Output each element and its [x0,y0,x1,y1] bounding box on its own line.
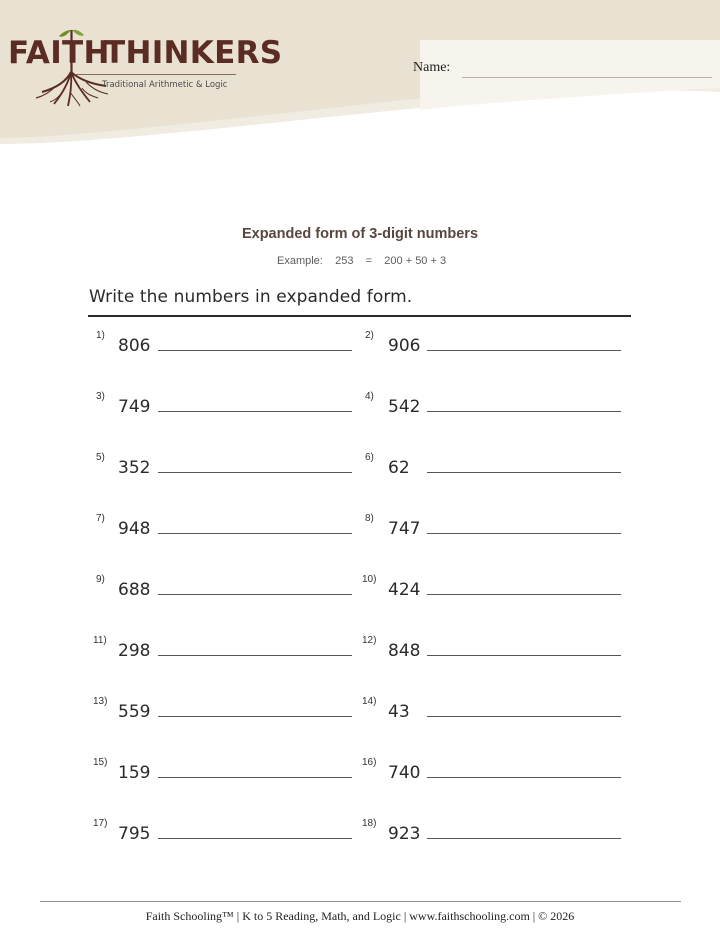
problem-item [93,635,363,675]
problem-number: 9) [96,574,105,585]
problem-item [365,391,635,431]
problem-value: 923 [388,824,421,844]
worksheet-instructions: Write the numbers in expanded form. [89,287,413,307]
answer-line[interactable] [427,350,621,351]
problem-item [362,757,632,797]
problem-item [362,818,632,858]
problem-value: 43 [388,702,410,722]
problem-value: 62 [388,458,410,478]
answer-line[interactable] [158,777,352,778]
faith-thinkers-logo [6,26,283,108]
problem-value: 848 [388,641,421,661]
problem-number: 11) [93,635,107,646]
problem-value: 688 [118,580,151,600]
worksheet-example: Example: 253 = 200 + 50 + 3 [277,255,447,267]
problem-item [93,818,363,858]
answer-line[interactable] [427,594,621,595]
problem-number: 3) [96,391,105,402]
answer-line[interactable] [158,411,352,412]
problem-value: 159 [118,763,151,783]
problem-item [362,696,632,736]
problem-value: 749 [118,397,151,417]
worksheet-title: Expanded form of 3-digit numbers [241,226,479,242]
problem-number: 2) [365,330,374,341]
problem-number: 8) [365,513,374,524]
answer-line[interactable] [158,838,352,839]
logo-word-faith: FAITH [8,35,110,71]
problem-number: 4) [365,391,374,402]
problem-item [96,452,366,492]
answer-line[interactable] [427,411,621,412]
problem-value: 559 [118,702,151,722]
answer-line[interactable] [158,472,352,473]
problem-item [93,757,363,797]
problem-item [365,513,635,553]
answer-line[interactable] [427,777,621,778]
problem-value: 352 [118,458,151,478]
answer-line[interactable] [427,838,621,839]
name-field[interactable] [462,77,712,78]
logo-tagline: Traditional Arithmetic & Logic [102,80,228,90]
problem-number: 10) [362,574,377,585]
problem-number: 16) [362,757,377,768]
answer-line[interactable] [427,472,621,473]
problem-number: 1) [96,330,105,341]
problem-item [365,452,635,492]
footer-divider [40,901,681,902]
problem-item [96,574,366,614]
problem-number: 6) [365,452,374,463]
problem-number: 18) [362,818,377,829]
problem-value: 740 [388,763,421,783]
answer-line[interactable] [158,533,352,534]
answer-line[interactable] [427,716,621,717]
answer-line[interactable] [158,350,352,351]
problem-item [365,330,635,370]
logo-word-thinkers: THINKERS [104,35,283,71]
problem-number: 7) [96,513,105,524]
problem-item [96,391,366,431]
problem-value: 424 [388,580,421,600]
problem-number: 14) [362,696,377,707]
problem-item [96,330,366,370]
problem-item [362,635,632,675]
problem-number: 12) [362,635,377,646]
problem-number: 17) [93,818,108,829]
name-label: Name: [413,60,451,75]
answer-line[interactable] [158,655,352,656]
problem-number: 5) [96,452,105,463]
logo-divider [76,74,236,75]
answer-line[interactable] [158,716,352,717]
footer-text: Faith Schooling™ | K to 5 Reading, Math, and Logic | www.faithschooling.com | © 2026 [145,909,575,923]
problem-number: 13) [93,696,108,707]
problem-item [362,574,635,614]
instructions-divider [88,315,631,317]
problem-value: 795 [118,824,151,844]
problem-item [93,696,363,736]
problem-value: 542 [388,397,421,417]
answer-line[interactable] [427,655,621,656]
problem-item [96,513,366,553]
problem-value: 747 [388,519,421,539]
problem-value: 948 [118,519,151,539]
answer-line[interactable] [158,594,352,595]
problem-number: 15) [93,757,108,768]
problem-value: 298 [118,641,151,661]
problem-value: 906 [388,336,421,356]
answer-line[interactable] [427,533,621,534]
problem-value: 806 [118,336,151,356]
